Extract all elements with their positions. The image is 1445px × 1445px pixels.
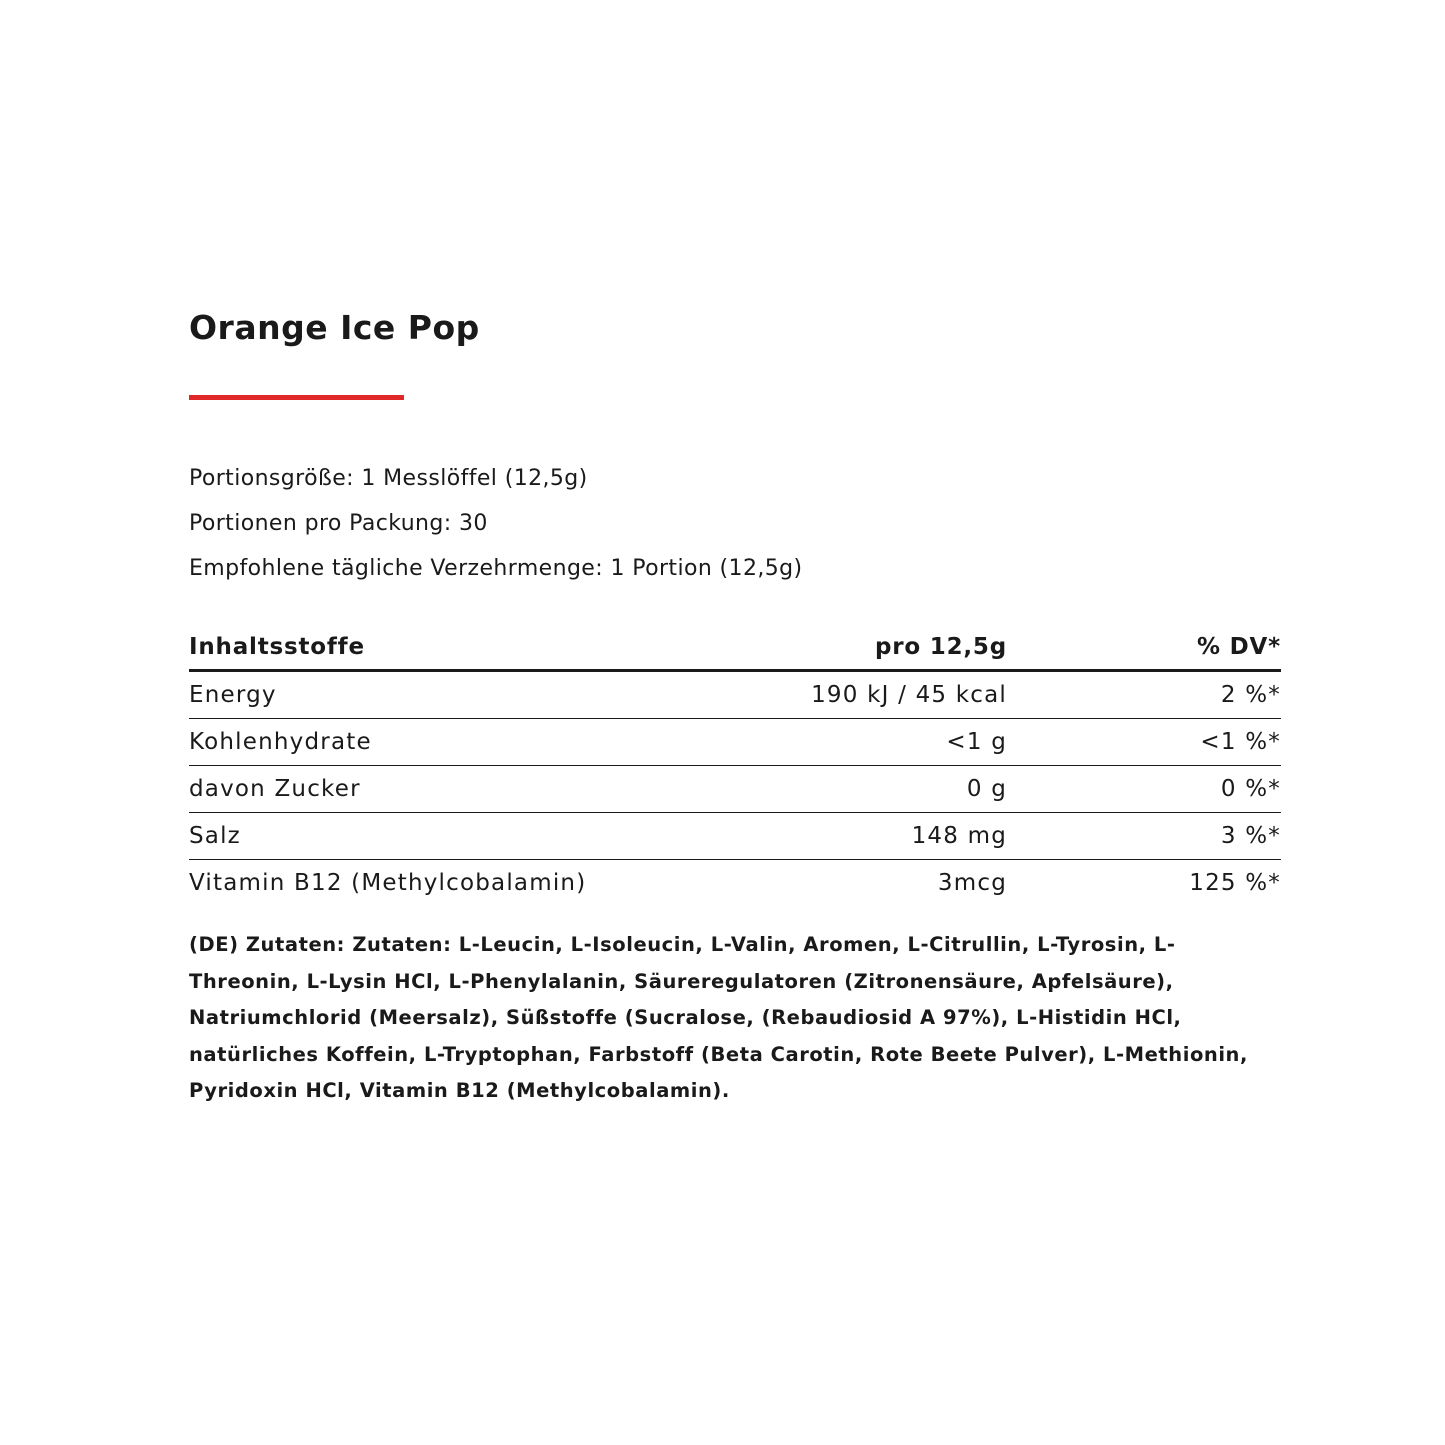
serving-info — [189, 456, 1281, 591]
title-accent-bar — [189, 395, 404, 400]
nutrient-amount: 148 mg — [911, 823, 1007, 849]
product-title: Orange Ice Pop — [189, 308, 480, 347]
table-row — [189, 672, 1281, 719]
nutrient-daily-value: 125 %* — [1189, 870, 1281, 896]
nutrient-amount: 3mcg — [937, 870, 1007, 896]
nutrient-name: Energy — [189, 682, 277, 708]
table-row — [189, 719, 1281, 766]
table-row — [189, 860, 1281, 906]
nutrition-table — [189, 625, 1281, 906]
nutrient-daily-value: 0 %* — [1220, 776, 1281, 802]
ingredients-list: (DE) Zutaten: Zutaten: L-Leucin, L-Isoleucin, L-Valin, Aromen, L-Citrullin, L-Tyrosin, L-Threonin, L-Lysin HCl, L-Phenylalanin, Säureregulatoren (Zitronensäure, Apfelsäure), Natriumchlorid (Meersalz), Süßstoffe (Sucralose, (Rebaudiosid A 97%), L-Histidin HCl, natürliches Koffein, L-Tryptophan, Farbstoff (Beta Carotin, Rote Beete Pulver), L-Methionin, Pyridoxin HCl, Vitamin B12 (Methylcobalamin). — [189, 933, 1248, 1102]
nutrition-panel — [189, 300, 1281, 1102]
nutrient-name: Vitamin B12 (Methylcobalamin) — [189, 870, 587, 896]
serving-size: Portionsgröße: 1 Messlöffel (12,5g) — [189, 466, 588, 491]
nutrient-name: davon Zucker — [189, 776, 361, 802]
nutrient-name: Kohlenhydrate — [189, 729, 372, 755]
nutrient-name: Salz — [189, 823, 241, 849]
nutrient-daily-value: <1 %* — [1200, 729, 1281, 755]
header-daily-value: % DV* — [1197, 634, 1281, 660]
nutrient-amount: 190 kJ / 45 kcal — [811, 682, 1007, 708]
nutrient-amount: <1 g — [946, 729, 1007, 755]
nutrient-amount: 0 g — [966, 776, 1007, 802]
table-row — [189, 766, 1281, 813]
servings-per-package: Portionen pro Packung: 30 — [189, 511, 488, 536]
nutrient-daily-value: 2 %* — [1220, 682, 1281, 708]
header-amount: pro 12,5g — [874, 634, 1007, 660]
header-ingredients: Inhaltsstoffe — [189, 634, 365, 660]
nutrition-table-header — [189, 625, 1281, 672]
nutrient-daily-value: 3 %* — [1220, 823, 1281, 849]
recommended-daily-intake: Empfohlene tägliche Verzehrmenge: 1 Portion (12,5g) — [189, 556, 803, 581]
table-row — [189, 813, 1281, 860]
